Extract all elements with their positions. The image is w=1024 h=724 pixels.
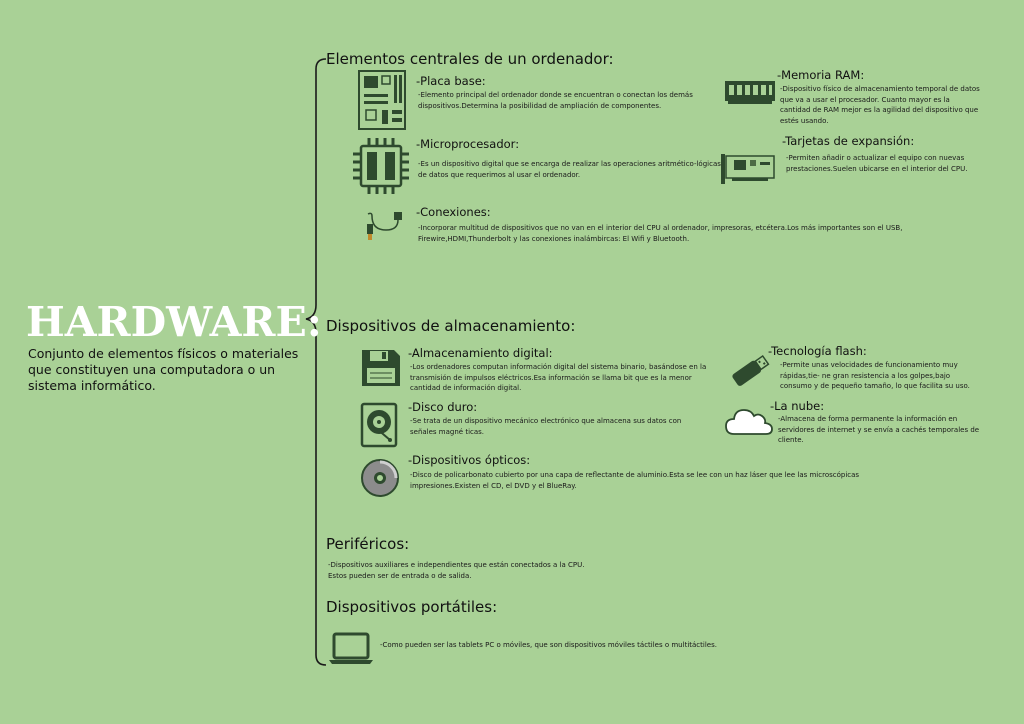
main-title: HARDWARE:: [26, 298, 322, 346]
section-title-almacenamiento: Dispositivos de almacenamiento:: [326, 317, 576, 335]
floppy-disk-icon: [360, 348, 402, 388]
micro-title: -Microprocesador:: [416, 137, 520, 151]
perifericos-desc: -Dispositivos auxiliares e independientes que están conectados a la CPU. Estos pueden ser de entrada o de salida.: [328, 561, 585, 580]
digital-title: -Almacenamiento digital:: [408, 346, 553, 360]
ram-icon: [724, 78, 776, 106]
laptop-icon: [328, 632, 374, 666]
section-title-portatiles: Dispositivos portátiles:: [326, 598, 498, 616]
hard-drive-icon: [360, 402, 398, 448]
usb-cable-icon: [364, 210, 406, 246]
micro-desc: -Es un dispositivo digital que se encarga de realizar las operaciones aritmético-lógicas de datos que requerimos al usar el ordenador.: [418, 160, 721, 179]
placa-desc: -Elemento principal del ordenador donde se encuentran o conectan los demás dispositivos.Determina la posibilidad de ampliación de componentes.: [418, 91, 693, 110]
digital-desc: -Los ordenadores computan información digital del sistema binario, basándose en la transmisión de impulsos eléctricos.Esa información se llama bit que es la menor cantidad de información digital.: [410, 363, 707, 392]
cpu-chip-icon: [353, 138, 409, 194]
usb-flash-drive-icon: [728, 352, 772, 390]
flash-desc: -Permite unas velocidades de funcionamiento muy rápidas,tie- ne gran resistencia a los golpes,bajo consumo y de pequeño tamaño, lo que facilita su uso.: [780, 361, 970, 390]
portatiles-desc: -Como pueden ser las tablets PC o móviles, que son dispositivos móviles táctiles o multitáctiles.: [380, 641, 717, 649]
ram-desc: -Dispositivo físico de almacenamiento temporal de datos que va a usar el procesador. Cuanto mayor es la cantidad de RAM mejor es la agilidad del dispositivo que estés usando.: [780, 85, 980, 125]
conexiones-desc: -Incorporar multitud de dispositivos que no van en el interior del CPU al ordenador, impresoras, etcétera.Los más importantes son el USB, Firewire,HDMI,Thunderbolt y las conexiones inalámbircas: El Wifi y Bluetooth.: [418, 224, 903, 243]
section-title-perifericos: Periféricos:: [326, 535, 410, 553]
expansion-card-icon: [720, 152, 776, 186]
motherboard-icon: [358, 70, 406, 130]
opticos-title: -Dispositivos ópticos:: [408, 453, 531, 467]
main-description: Conjunto de elementos físicos o materiales que constituyen una computadora o un sistema informático.: [28, 346, 299, 393]
flash-title: -Tecnología flash:: [768, 344, 867, 358]
nube-title: -La nube:: [770, 399, 825, 413]
tarjetas-title: -Tarjetas de expansión:: [782, 134, 915, 148]
nube-desc: -Almacena de forma permanente la información en servidores de internet y se envía a cachés temporales de cliente.: [778, 415, 980, 444]
cloud-icon: [724, 404, 774, 438]
section-title-centrales: Elementos centrales de un ordenador:: [326, 50, 614, 68]
conexiones-title: -Conexiones:: [416, 205, 491, 219]
disco-title: -Disco duro:: [408, 400, 478, 414]
disco-desc: -Se trata de un dispositivo mecánico electrónico que almacena sus datos con señales magné ticas.: [410, 417, 682, 436]
tarjetas-desc: -Permiten añadir o actualizar el equipo con nuevas prestaciones.Suelen ubicarse en el interior del CPU.: [786, 154, 968, 173]
ram-title: -Memoria RAM:: [777, 68, 865, 82]
opticos-desc: -Disco de policarbonato cubierto por una capa de reflectante de aluminio.Esta se lee con un haz láser que lee las microscópicas impresiones.Existen el CD, el DVD y el BlueRay.: [410, 471, 860, 490]
optical-disc-icon: [360, 458, 400, 498]
placa-title: -Placa base:: [416, 74, 486, 88]
